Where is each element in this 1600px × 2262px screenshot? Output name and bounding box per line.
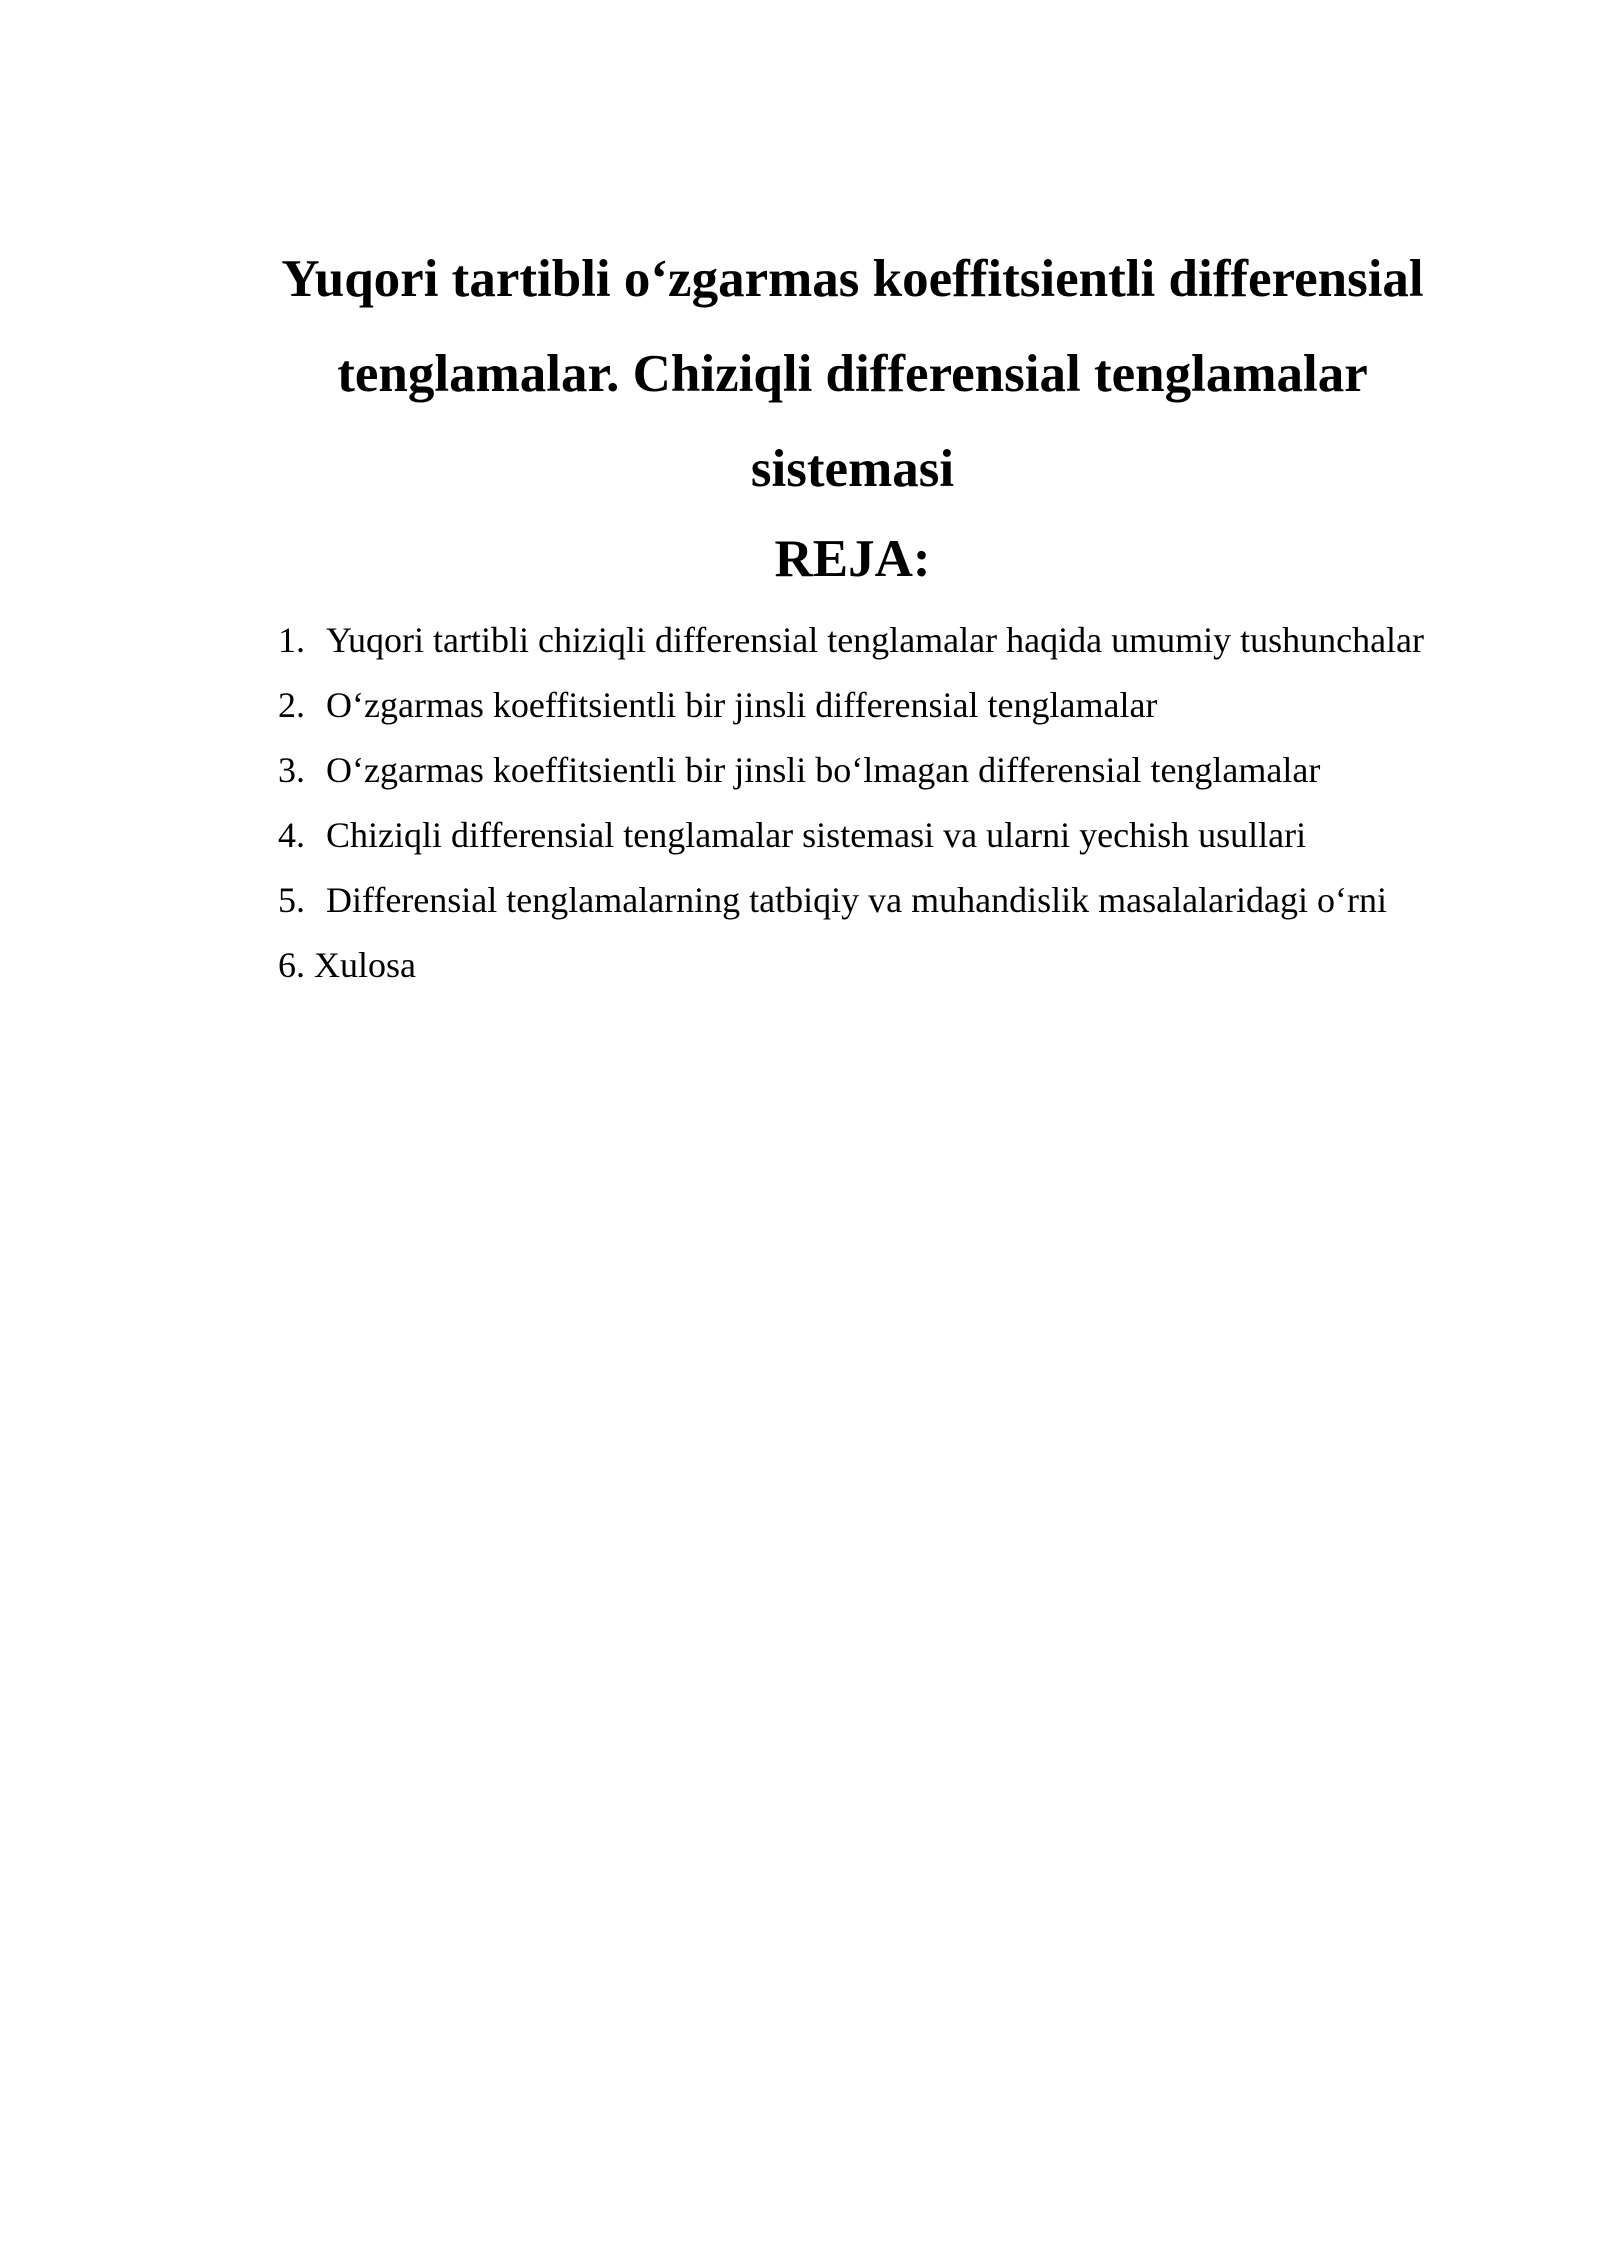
plan-item-text: Yuqori tartibli chiziqli differensial tenglamalar haqida umumiy tushunchalar — [326, 620, 1425, 660]
plan-item-number: 4. — [278, 815, 305, 855]
plan-list — [278, 608, 1578, 998]
plan-item-text: Chiziqli differensial tenglamalar sistemasi va ularni yechish usullari — [326, 815, 1307, 855]
document-title — [240, 232, 1465, 517]
plan-item-number: 2. — [278, 685, 305, 725]
plan-item-6 — [278, 933, 1578, 998]
title-line-1: Yuqori tartibli o‘zgarmas koeffitsientli differensial — [281, 250, 1424, 308]
plan-item-1 — [278, 608, 1578, 673]
plan-item-text: Xulosa — [314, 945, 416, 985]
plan-item-4 — [278, 803, 1578, 868]
title-line-2: tenglamalar. Chiziqli differensial tenglamalar — [337, 345, 1368, 403]
plan-heading: REJA: — [774, 530, 931, 588]
plan-item-text: O‘zgarmas koeffitsientli bir jinsli differensial tenglamalar — [326, 685, 1158, 725]
plan-item-number: 3. — [278, 750, 305, 790]
plan-item-3 — [278, 738, 1578, 803]
plan-item-text: O‘zgarmas koeffitsientli bir jinsli bo‘lmagan differensial tenglamalar — [326, 750, 1321, 790]
plan-item-number: 6. — [278, 945, 305, 985]
plan-item-number: 1. — [278, 620, 305, 660]
title-line-3: sistemasi — [750, 440, 955, 498]
plan-item-text: Differensial tenglamalarning tatbiqiy va muhandislik masalalaridagi o‘rni — [326, 880, 1388, 920]
plan-item-number: 5. — [278, 880, 305, 920]
plan-item-2 — [278, 673, 1578, 738]
plan-item-5 — [278, 868, 1578, 933]
